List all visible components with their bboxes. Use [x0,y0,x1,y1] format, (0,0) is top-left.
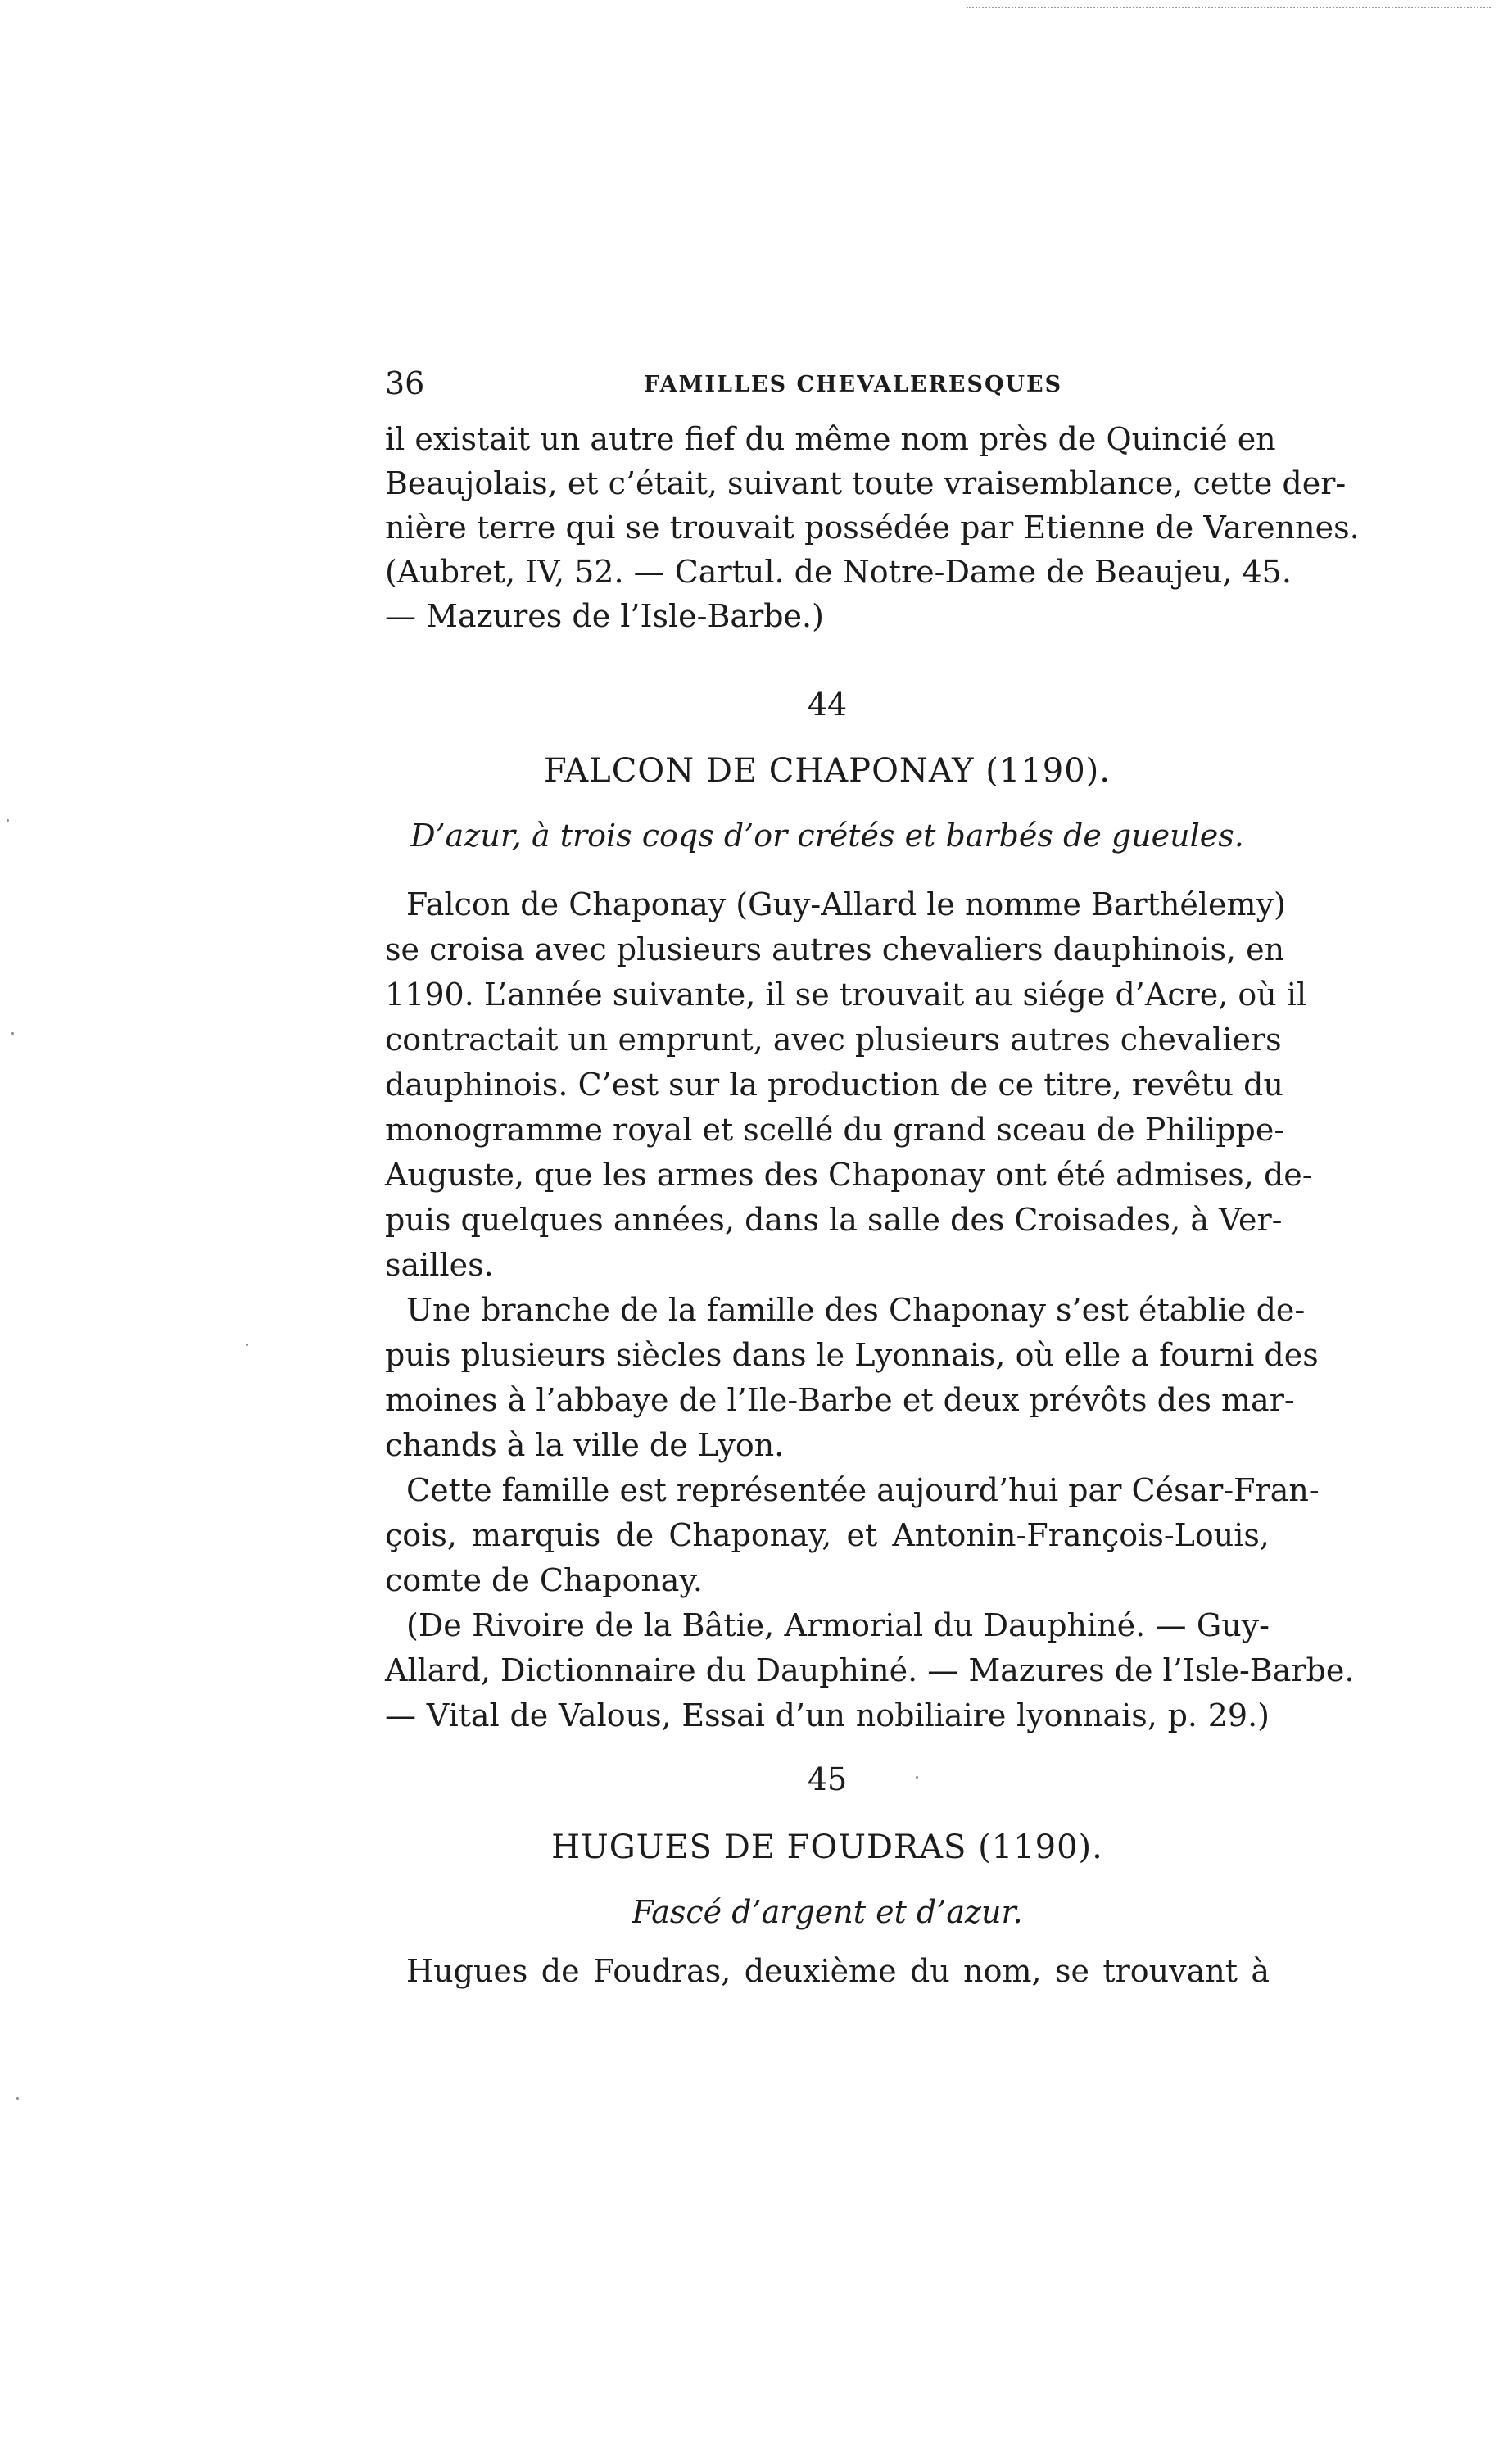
text-line: puis quelques années, dans la salle des Croisades, à Ver- [385,1202,1283,1238]
text-line: (De Rivoire de la Bâtie, Armorial du Dauphiné. — Guy- [406,1607,1270,1643]
text-line: dauphinois. C’est sur la production de ce titre, revêtu du [385,1067,1283,1103]
entry-number: 45 [807,1761,848,1797]
text-line: Cette famille est représentée aujourd’hui par César-Fran- [406,1472,1320,1508]
scan-speck [916,1776,918,1779]
text-line: Allard, Dictionnaire du Dauphiné. — Mazures de l’Isle-Barbe. [385,1652,1355,1688]
page-header [385,365,1245,411]
text-line: — Vital de Valous, Essai d’un nobiliaire lyonnais, p. 29.) [385,1697,1270,1733]
entry-title: HUGUES DE FOUDRAS (1190). [551,1828,1103,1866]
text-line: Beaujolais, et c’était, suivant toute vraisemblance, cette der- [385,465,1347,501]
text-line: monogramme royal et scellé du grand sceau de Philippe- [385,1112,1285,1148]
entry-title: FALCON DE CHAPONAY (1190). [543,752,1111,790]
scan-speck [11,1032,14,1035]
entry-arms: Fascé d’argent et d’azur. [632,1894,1023,1930]
scan-speck [246,1344,248,1346]
top-edge-rule [967,7,1491,8]
entry-number: 44 [807,687,848,723]
text-line: Une branche de la famille des Chaponay s’est établie de- [406,1292,1306,1328]
scan-speck [16,2097,19,2100]
text-line: 1190. L’année suivante, il se trouvait au siége d’Acre, où il [385,977,1307,1013]
entry-arms: D’azur, à trois coqs d’or crétés et barbés de gueules. [410,818,1244,854]
text-line: Falcon de Chaponay (Guy-Allard le nomme Barthélemy) [406,886,1286,922]
text-line: sailles. [385,1247,494,1283]
text-line: chands à la ville de Lyon. [385,1427,785,1463]
text-line: Auguste, que les armes des Chaponay ont été admises, de- [385,1157,1313,1193]
running-head: FAMILLES CHEVALERESQUES [644,372,1063,397]
text-line: comte de Chaponay. [385,1562,703,1598]
text-line: moines à l’abbaye de l’Ile-Barbe et deux prévôts des mar- [385,1382,1295,1418]
page-number: 36 [385,365,425,401]
text-line: se croisa avec plusieurs autres chevaliers dauphinois, en [385,931,1285,967]
text-line: il existait un autre fief du même nom près de Quincié en [385,421,1276,457]
text-line: Hugues de Foudras, deuxième du nom, se trouvant à [406,1953,1270,1989]
text-line: — Mazures de l’Isle-Barbe.) [385,598,824,634]
scan-speck [7,819,9,822]
text-line: çois, marquis de Chaponay, et Antonin-François-Louis, [385,1517,1270,1553]
text-line: (Aubret, IV, 52. — Cartul. de Notre-Dame de Beaujeu, 45. [385,554,1292,590]
text-line: contractait un emprunt, avec plusieurs autres chevaliers [385,1022,1282,1058]
text-line: nière terre qui se trouvait possédée par Etienne de Varennes. [385,510,1360,546]
text-line: puis plusieurs siècles dans le Lyonnais, où elle a fourni des [385,1337,1319,1373]
